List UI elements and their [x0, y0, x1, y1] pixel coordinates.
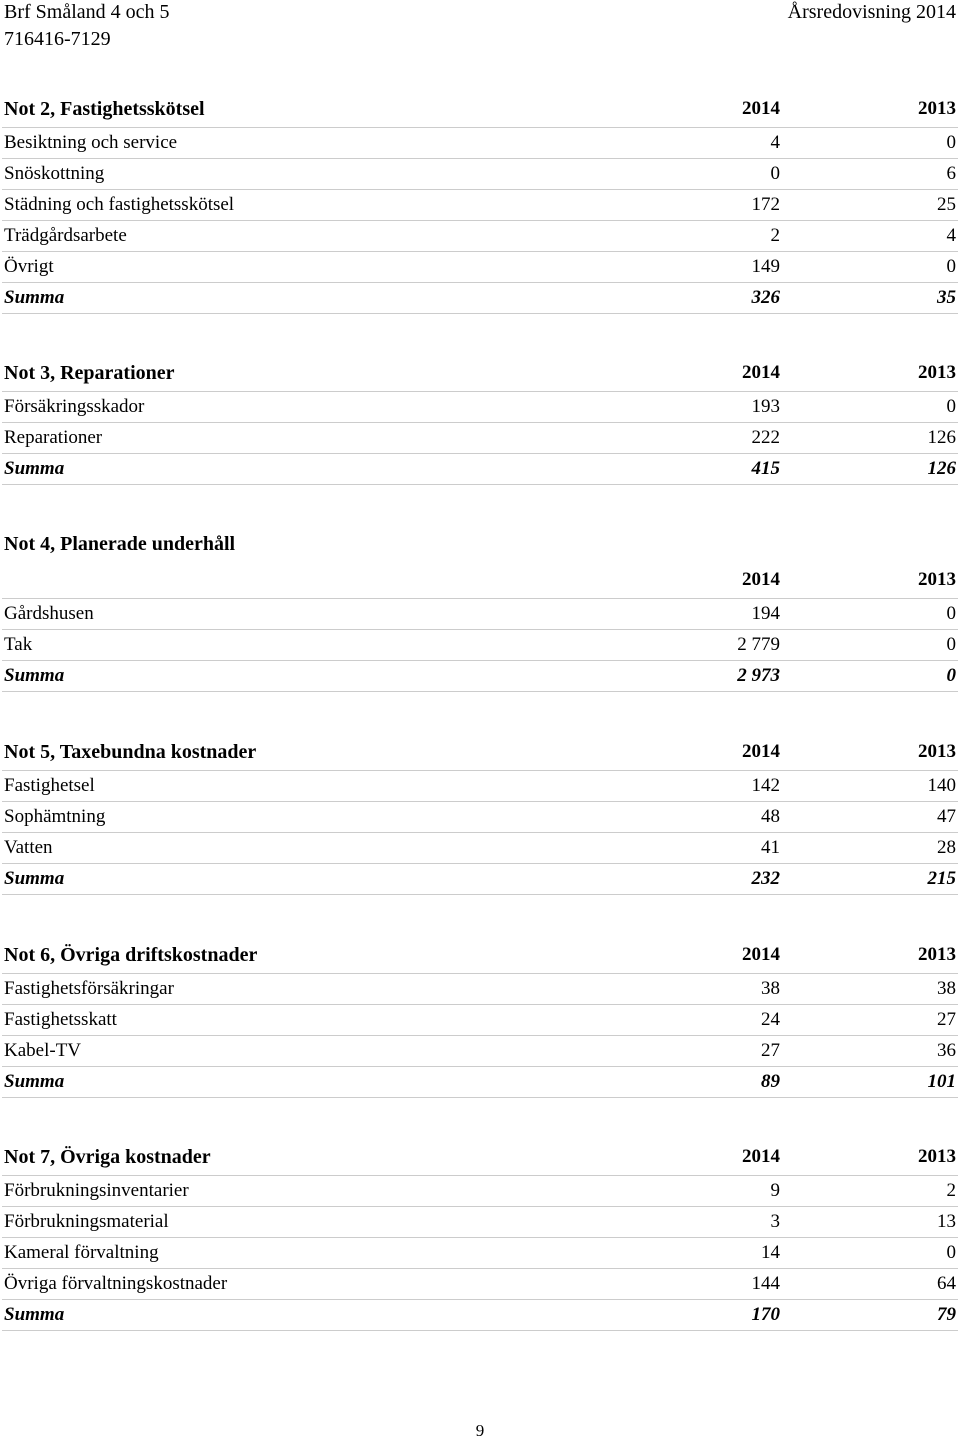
row-label: Förbrukningsmaterial [4, 1211, 169, 1232]
page-number: 9 [475, 1421, 485, 1440]
note-header-row [2, 1139, 958, 1176]
value-2013: 25 [937, 194, 956, 215]
table-row [2, 771, 958, 802]
table-row [2, 599, 958, 630]
sum-label: Summa [4, 665, 65, 686]
value-2014: 193 [751, 396, 780, 417]
note-2-table [2, 91, 958, 314]
year-column-header: 2014 [742, 98, 780, 119]
value-2014: 144 [751, 1273, 780, 1294]
note-5-table [2, 734, 958, 895]
table-row [2, 423, 958, 454]
value-2014: 9 [770, 1180, 780, 1201]
note-header-row [2, 355, 958, 392]
value-2013: 28 [937, 837, 956, 858]
table-row [2, 974, 958, 1005]
note-title: Not 4, Planerade underhåll [4, 533, 236, 555]
table-row [2, 1269, 958, 1300]
table-row [2, 833, 958, 864]
table-row [2, 252, 958, 283]
year-column-header: 2014 [742, 944, 780, 965]
value-2013: 140 [927, 775, 956, 796]
note-3-table [2, 355, 958, 485]
row-label: Försäkringsskador [4, 396, 145, 417]
value-2014: 38 [761, 978, 780, 999]
year-column-header: 2014 [742, 569, 780, 590]
table-row [2, 630, 958, 661]
value-2014: 222 [751, 427, 780, 448]
row-label: Förbrukningsinventarier [4, 1180, 189, 1201]
value-2014: 4 [770, 132, 780, 153]
year-column-header: 2013 [918, 569, 956, 590]
table-row [2, 802, 958, 833]
value-2013: 64 [937, 1273, 956, 1294]
table-row [2, 1207, 958, 1238]
table-row [2, 128, 958, 159]
row-label: Övrigt [4, 256, 54, 277]
row-label: Tak [4, 634, 33, 655]
sum-row [2, 454, 958, 485]
note-title: Not 7, Övriga kostnader [4, 1146, 211, 1168]
value-2014: 149 [751, 256, 780, 277]
note-6-table [2, 937, 958, 1098]
note-header-row [2, 562, 958, 599]
sum-label: Summa [4, 1071, 65, 1092]
note-header-row [2, 937, 958, 974]
year-column-header: 2013 [918, 1146, 956, 1167]
row-label: Städning och fastighetsskötsel [4, 194, 235, 215]
row-label: Reparationer [4, 427, 103, 448]
sum-2014: 326 [751, 287, 780, 308]
table-row [2, 1238, 958, 1269]
table-row [2, 392, 958, 423]
note-7-table [2, 1139, 958, 1331]
row-label: Övriga förvaltningskostnader [4, 1273, 228, 1294]
note-4-table [2, 526, 958, 692]
value-2014: 194 [751, 603, 780, 624]
year-column-header: 2014 [742, 741, 780, 762]
row-label: Gårdshusen [4, 603, 94, 624]
year-column-header: 2013 [918, 362, 956, 383]
sum-2013: 0 [946, 665, 956, 686]
sum-2013: 101 [927, 1071, 956, 1092]
sum-row [2, 864, 958, 895]
value-2014: 2 779 [737, 634, 780, 655]
value-2014: 27 [761, 1040, 780, 1061]
sum-label: Summa [4, 868, 65, 889]
table-row [2, 1176, 958, 1207]
note-title: Not 6, Övriga driftskostnader [4, 944, 258, 966]
value-2013: 0 [946, 1242, 956, 1263]
row-label: Besiktning och service [4, 132, 178, 153]
year-column-header: 2013 [918, 741, 956, 762]
row-label: Sophämtning [4, 806, 106, 827]
value-2014: 0 [770, 163, 780, 184]
year-column-header: 2014 [742, 362, 780, 383]
sum-2014: 2 973 [737, 665, 780, 686]
year-column-header: 2014 [742, 1146, 780, 1167]
value-2014: 41 [761, 837, 780, 858]
row-label: Fastighetsförsäkringar [4, 978, 174, 999]
sum-row [2, 661, 958, 692]
value-2013: 0 [946, 256, 956, 277]
sum-2013: 215 [927, 868, 956, 889]
value-2014: 24 [761, 1009, 780, 1030]
sum-label: Summa [4, 287, 65, 308]
sum-2014: 170 [751, 1304, 780, 1325]
note-title: Not 3, Reparationer [4, 362, 175, 384]
value-2013: 0 [946, 634, 956, 655]
note-title: Not 2, Fastighetsskötsel [4, 98, 205, 120]
sum-row [2, 283, 958, 314]
year-column-header: 2013 [918, 944, 956, 965]
value-2013: 47 [937, 806, 956, 827]
value-2013: 0 [946, 603, 956, 624]
value-2013: 38 [937, 978, 956, 999]
sum-row [2, 1067, 958, 1098]
table-row [2, 190, 958, 221]
row-label: Snöskottning [4, 163, 105, 184]
value-2014: 142 [751, 775, 780, 796]
value-2014: 14 [761, 1242, 780, 1263]
sum-2013: 126 [927, 458, 956, 479]
value-2013: 6 [946, 163, 956, 184]
table-row [2, 1005, 958, 1036]
value-2013: 4 [946, 225, 956, 246]
note-header-row [2, 91, 958, 128]
note-title: Not 5, Taxebundna kostnader [4, 741, 257, 763]
document-title: Årsredovisning 2014 [787, 1, 956, 23]
row-label: Trädgårdsarbete [4, 225, 127, 246]
sum-2014: 89 [761, 1071, 780, 1092]
year-column-header: 2013 [918, 98, 956, 119]
row-label: Vatten [4, 837, 53, 858]
organization-number: 716416-7129 [4, 28, 111, 50]
row-label: Kameral förvaltning [4, 1242, 159, 1263]
value-2014: 172 [751, 194, 780, 215]
value-2013: 0 [946, 396, 956, 417]
value-2014: 2 [770, 225, 780, 246]
value-2014: 3 [770, 1211, 780, 1232]
value-2013: 27 [937, 1009, 956, 1030]
sum-label: Summa [4, 1304, 65, 1325]
sum-2014: 415 [751, 458, 780, 479]
note-header-row [2, 734, 958, 771]
table-row [2, 221, 958, 252]
note-title-row [2, 526, 958, 562]
sum-2013: 79 [937, 1304, 956, 1325]
sum-row [2, 1300, 958, 1331]
value-2014: 48 [761, 806, 780, 827]
value-2013: 13 [937, 1211, 956, 1232]
row-label: Fastighetsskatt [4, 1009, 117, 1030]
table-row [2, 159, 958, 190]
value-2013: 2 [946, 1180, 956, 1201]
row-label: Kabel-TV [4, 1040, 82, 1061]
sum-2014: 232 [751, 868, 780, 889]
sum-label: Summa [4, 458, 65, 479]
organization-name: Brf Småland 4 och 5 [4, 1, 170, 23]
row-label: Fastighetsel [4, 775, 95, 796]
value-2013: 36 [937, 1040, 956, 1061]
table-row [2, 1036, 958, 1067]
sum-2013: 35 [937, 287, 956, 308]
value-2013: 126 [927, 427, 956, 448]
value-2013: 0 [946, 132, 956, 153]
